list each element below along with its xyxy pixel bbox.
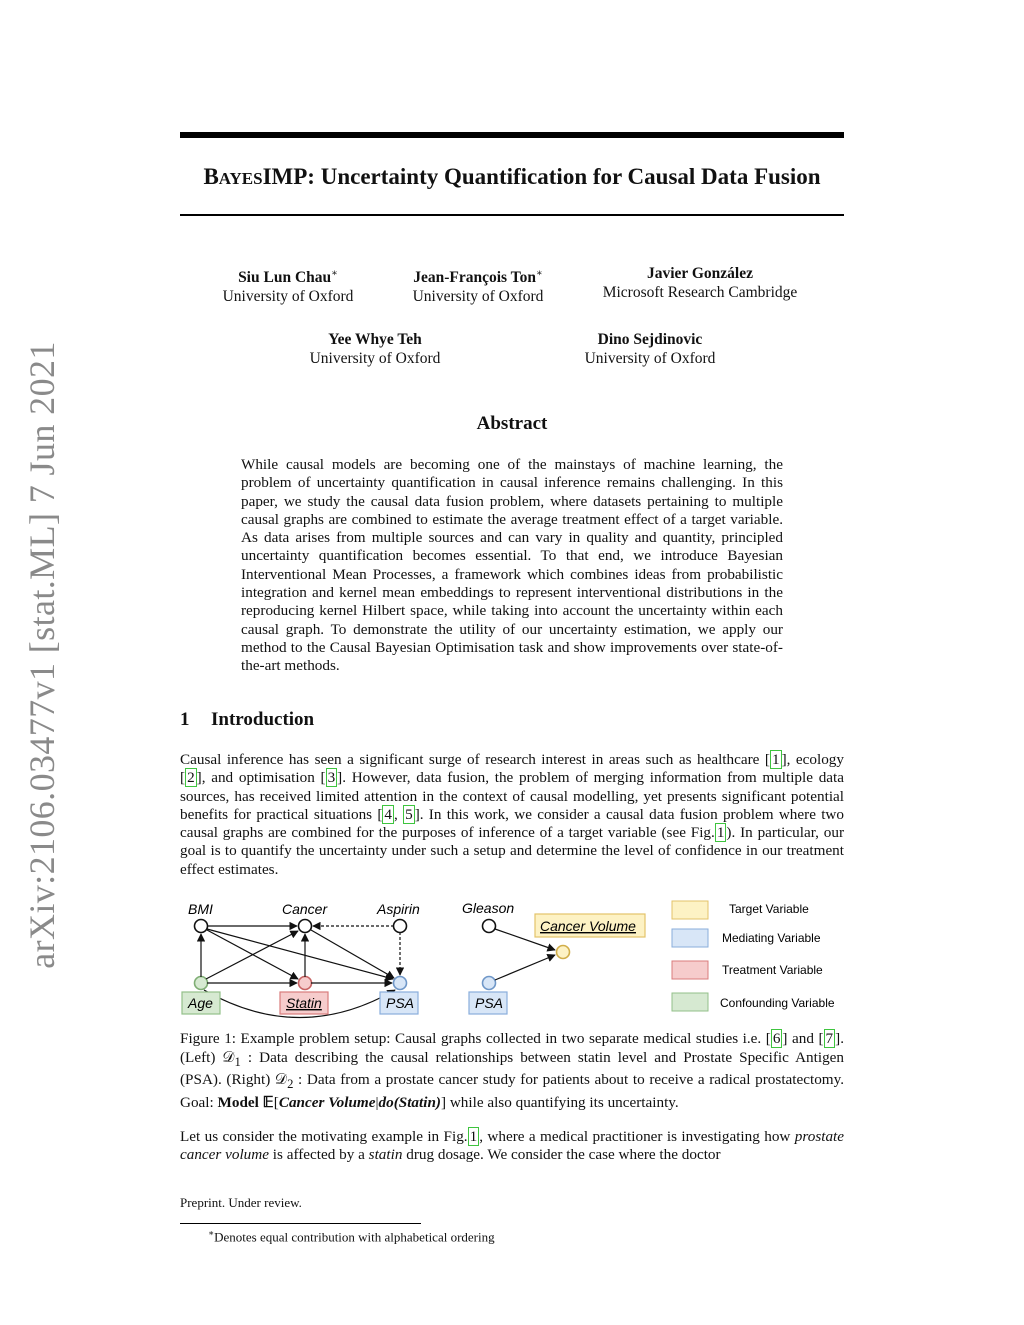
author-name: Yee Whye Teh [328,331,422,348]
legend-swatch-treatment [672,961,708,979]
footnote-rule [180,1223,421,1224]
author-block [208,264,368,306]
legend-label-target: Target Variable [729,902,809,916]
figure-1-causal-graphs [180,895,844,1025]
author-affiliation: University of Oxford [412,288,544,306]
author-name: Siu Lun Chau∗ [238,268,338,287]
author-block [295,330,455,368]
footnote: ∗Denotes equal contribution with alphabetical ordering [208,1228,495,1245]
node-age [195,977,208,990]
intro-paragraph-2: Let us consider the motivating example in Fig. 1 , where a medical practitioner is investigating how prostate cancer volume is affected by a statin drug dosage. We consider the case where the doctor [180,1128,844,1164]
node-label-psa: PSA [386,995,415,1011]
abstract-heading: Abstract [476,413,548,434]
author-name: Dino Sejdinovic [597,331,703,348]
author-name: Jean-François Ton∗ [413,268,543,287]
arxiv-stamp-text: arXiv:2106.03477v1 [stat.ML] 7 Jun 2021 [22,341,62,969]
node-label-statin: Statin [286,995,322,1011]
node-label-psa-right: PSA [475,995,504,1011]
edge-psa-cancer-volume [495,955,555,980]
node-cancer [299,920,312,933]
author-affiliation: University of Oxford [309,350,441,367]
preprint-note: Preprint. Under review. [180,1195,302,1210]
title-rule-top [180,132,844,138]
citation-link[interactable]: 4 [384,805,393,823]
figure-1-svg [180,895,844,1025]
node-label-gleason: Gleason [462,900,515,916]
edge-bmi-psa [207,929,393,979]
citation-link[interactable]: 6 [772,1030,781,1047]
citation-link[interactable]: 5 [405,805,413,823]
citation-link[interactable]: 7 [825,1030,834,1047]
paper-title: BAYESIMP: Uncertainty Quantification for Causal Data Fusion [203,164,821,189]
node-aspirin [394,920,407,933]
section-heading-introduction: 1 Introduction [180,709,315,730]
author-block [588,264,812,302]
legend-label-mediating: Mediating Variable [722,931,821,945]
figure-1-caption: Figure 1: Example problem setup: Causal graphs collected in two separate medical studies i.e. [ 6 ] and [ 7 ]. (Left) 𝒟$_1$ : Data describing the causal relationships between statin level and Prostate Specific Antigen (PSA). (Right) 𝒟$_2$ : Data from a prostate cancer study for patients about to receive a radical prostatectomy. Goal: Model 𝔼[Cancer Volume|do(Statin)] while also quantifying its uncertainty. [180,1030,845,1111]
citation-link[interactable]: 1 [771,751,780,768]
author-block [396,264,560,306]
node-statin [299,977,312,990]
author-affiliation: University of Oxford [584,350,716,367]
author-name: Javier González [646,265,754,282]
author-affiliation: University of Oxford [222,288,354,306]
node-label-cancer: Cancer [282,901,328,917]
arxiv-stamp [0,0,62,969]
figure-link[interactable]: 1 [469,1128,478,1145]
author-affiliation: Microsoft Research Cambridge [602,284,798,301]
edge-cancer-psa [311,930,394,978]
figure-link[interactable]: 1 [716,824,725,842]
node-label-cancer-volume: Cancer Volume [540,918,636,934]
citation-link[interactable]: 3 [327,769,336,787]
legend-swatch-target [672,901,708,919]
legend-label-treatment: Treatment Variable [722,963,823,977]
legend-swatch-confounding [672,993,708,1011]
node-label-age: Age [188,995,213,1011]
node-psa [394,977,407,990]
legend-swatch-mediating [672,929,708,947]
abstract-body: While causal models are becoming one of the mainstays of machine learning, the problem of uncertainty quantification in causal inference remains challenging. In this paper, we study the causal data fusion problem, where datasets pertaining to multiple causal graphs are combined to estimate the average treatment effect of a target variable. As data arises from multiple sources and can vary in quality and quantity, principled uncertainty quantification becomes essential. To that end, we introduce Bayesian Interventional Mean Processes, a framework which combines ideas from probabilistic integration and kernel mean embeddings to represent interventional distributions in the reproducing kernel Hilbert space, while taking into account the uncertainty within each causal graph. To demonstrate the utility of our uncertainty estimation, we apply our method to the Causal Bayesian Optimisation task and show improvements over state-of-the-art methods. [241,456,783,675]
node-gleason [483,920,496,933]
node-label-bmi: BMI [188,901,213,917]
intro-paragraph-1: Causal inference has seen a significant surge of research interest in areas such as healthcare [ 1 ], ecology [ 2 ], and optimisation [ 3 ]. However, data fusion, the problem of merging information from multiple data sources, has received limited attention in the context of causal modelling, yet presents significant potential benefits for practical situations [ 4 , 5 ]. In this work, we consider a causal data fusion problem where two causal graphs are combined for the purposes of inference of a target variable (see Fig. 1 ). In particular, our goal is to quantify the uncertainty under such a setup and determine the level of confidence in our treatment effect estimates. [180,751,844,878]
node-cancer-volume [557,946,570,959]
node-psa-right [483,977,496,990]
node-bmi [195,920,208,933]
citation-link[interactable]: 2 [187,769,195,787]
title-rule-bottom [180,214,844,216]
legend-label-confounding: Confounding Variable [720,996,835,1010]
node-label-aspirin: Aspirin [377,901,420,917]
author-block [570,330,730,368]
